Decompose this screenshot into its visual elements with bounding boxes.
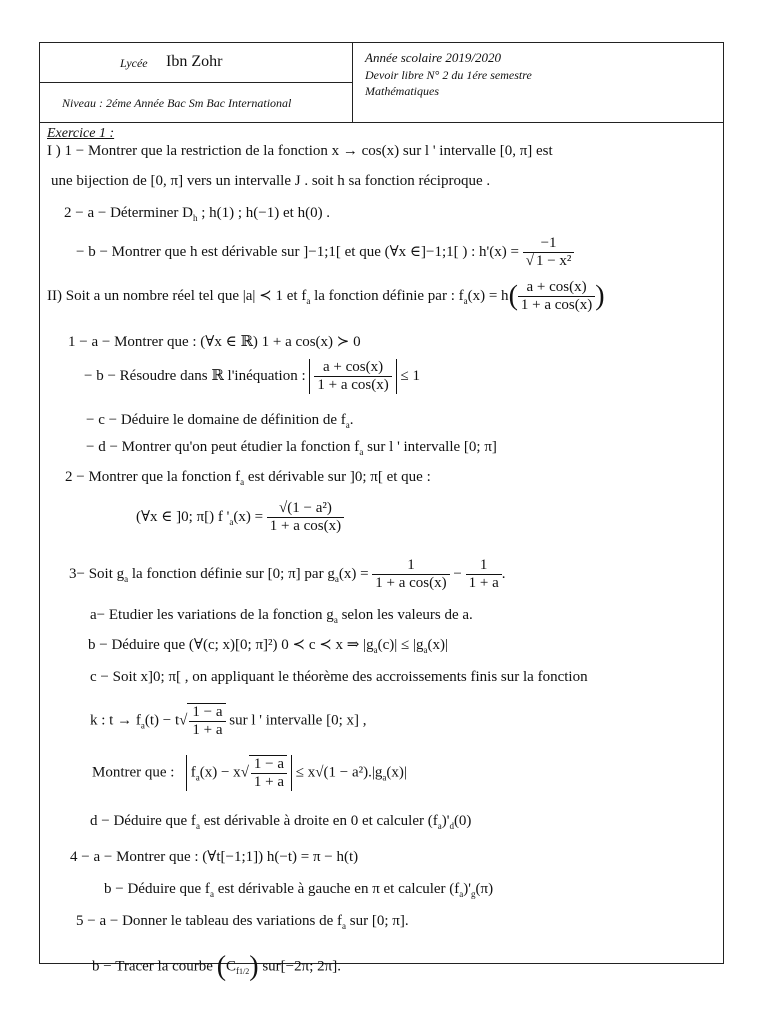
- line-9: − d − Montrer qu'on peut étudier la fonction $f_a$ sur l ' intervalle [0; π]: [86, 439, 497, 457]
- line-7: − b − Résoudre dans ℝ l'inéquation : $\frac{a + \cos(x)}{\text{1 + a cos(x)}}$ ≤ 1: [84, 359, 420, 393]
- line-15: c − Soit x]0; π[ , on appliquant le théorème des accroissements finis sur la fonction: [90, 669, 588, 685]
- line-16: k : $t \to f_a(t) - t√$ $\frac{1 - a}{1 + a}$ sur l ' intervalle [0; x] ,: [90, 704, 367, 738]
- line-10: 2 − Montrer que la fonction $f_a$ est dérivable sur ]0; π[ et que :: [65, 469, 431, 487]
- header: [40, 43, 723, 123]
- line-18: d − Déduire que $f_a$ est dérivable à droite en 0 et calculer $(f_a)'_d(0)$: [90, 813, 472, 831]
- level-cell: [40, 83, 353, 123]
- annee-text: Année scolaire 2019/2020: [365, 50, 501, 65]
- exercise-title: Exercice 1 :: [47, 126, 115, 141]
- devoir-text: Devoir libre N° 2 du 1ére semestre: [365, 68, 532, 82]
- line-6: 1 − a − Montrer que : (∀x ∈ ℝ) 1 + a cos(x) ≻ 0: [68, 334, 361, 350]
- line-13: a− Etudier les variations de la fonction $g_a$ selon les valeurs de a.: [90, 607, 473, 625]
- line-1: I ) 1 − Montrer que la restriction de la fonction x → cos(x) sur l ' intervalle [0, π] est: [47, 143, 553, 159]
- line-20: b − Déduire que $f_a$ est dérivable à gauche en π et calculer $(f_a)'_g(\pi)$: [104, 881, 494, 899]
- line-11: (∀x ∈ ]0; π[) f '$_a(x)$ = $\frac{\text{√(1 − a²)}}{\text{1 + a cos(x)}}$: [136, 500, 344, 535]
- line-21: 5 − a − Donner le tableau des variations de $f_a$ sur [0; π].: [76, 913, 409, 931]
- line-22: b − Tracer la courbe $(C_{f1/2})$ sur[−2π; 2π].: [92, 951, 341, 982]
- line-5: II) Soit a un nombre réel tel que |a| ≺ 1 et $f_a$ la fonction définie par : $f_a(x) = h$( $\frac{a + \cos(x)}{\text{1 + a cos(x)}}$ ): [47, 279, 605, 313]
- niveau-text: Niveau : 2éme Année Bac Sm Bac International: [62, 96, 292, 110]
- line-14: b − Déduire que (∀(c; x)[0; π]²) 0 ≺ c ≺ x ⇒ $|g_a(c)| \le |g_a(x)|$: [88, 637, 449, 655]
- line-8: − c − Déduire le domaine de définition de $f_a$.: [86, 412, 354, 430]
- school-cell: [40, 43, 353, 83]
- line-4: − b − Montrer que h est dérivable sur ]−1;1[ et que (∀x ∈]−1;1[ ) : h'(x) = $\frac{-1}{\text{√ 1 − x²}}$: [76, 235, 574, 270]
- matiere-text: Mathématiques: [365, 84, 439, 98]
- line-19: 4 − a − Montrer que : (∀t[−1;1]) h(−t) = π − h(t): [70, 849, 359, 865]
- exam-info-cell: [353, 43, 725, 123]
- line-12: 3− Soit $g_a$ la fonction définie sur [0; π] par $g_a(x)$ = $\frac{1}{\text{1 + a cos(x)}}$ − $\frac{1}{1 + a}$ .: [69, 557, 506, 591]
- line-2: une bijection de [0, π] vers un intervalle J . soit h sa fonction réciproque .: [51, 173, 491, 189]
- lycee-name: Ibn Zohr: [166, 53, 223, 70]
- line-17: Montrer que : $f_a(x) - x√$ $\frac{1 - a}{1 + a}$ ≤ $x√(1 - a^2).|g_a(x)|$: [92, 756, 407, 790]
- line-3: 2 − a − Déterminer $D_h$ ; h(1) ; h(−1) et h(0) .: [64, 205, 331, 223]
- document-page: [39, 42, 724, 982]
- lycee-label: Lycée: [120, 56, 148, 70]
